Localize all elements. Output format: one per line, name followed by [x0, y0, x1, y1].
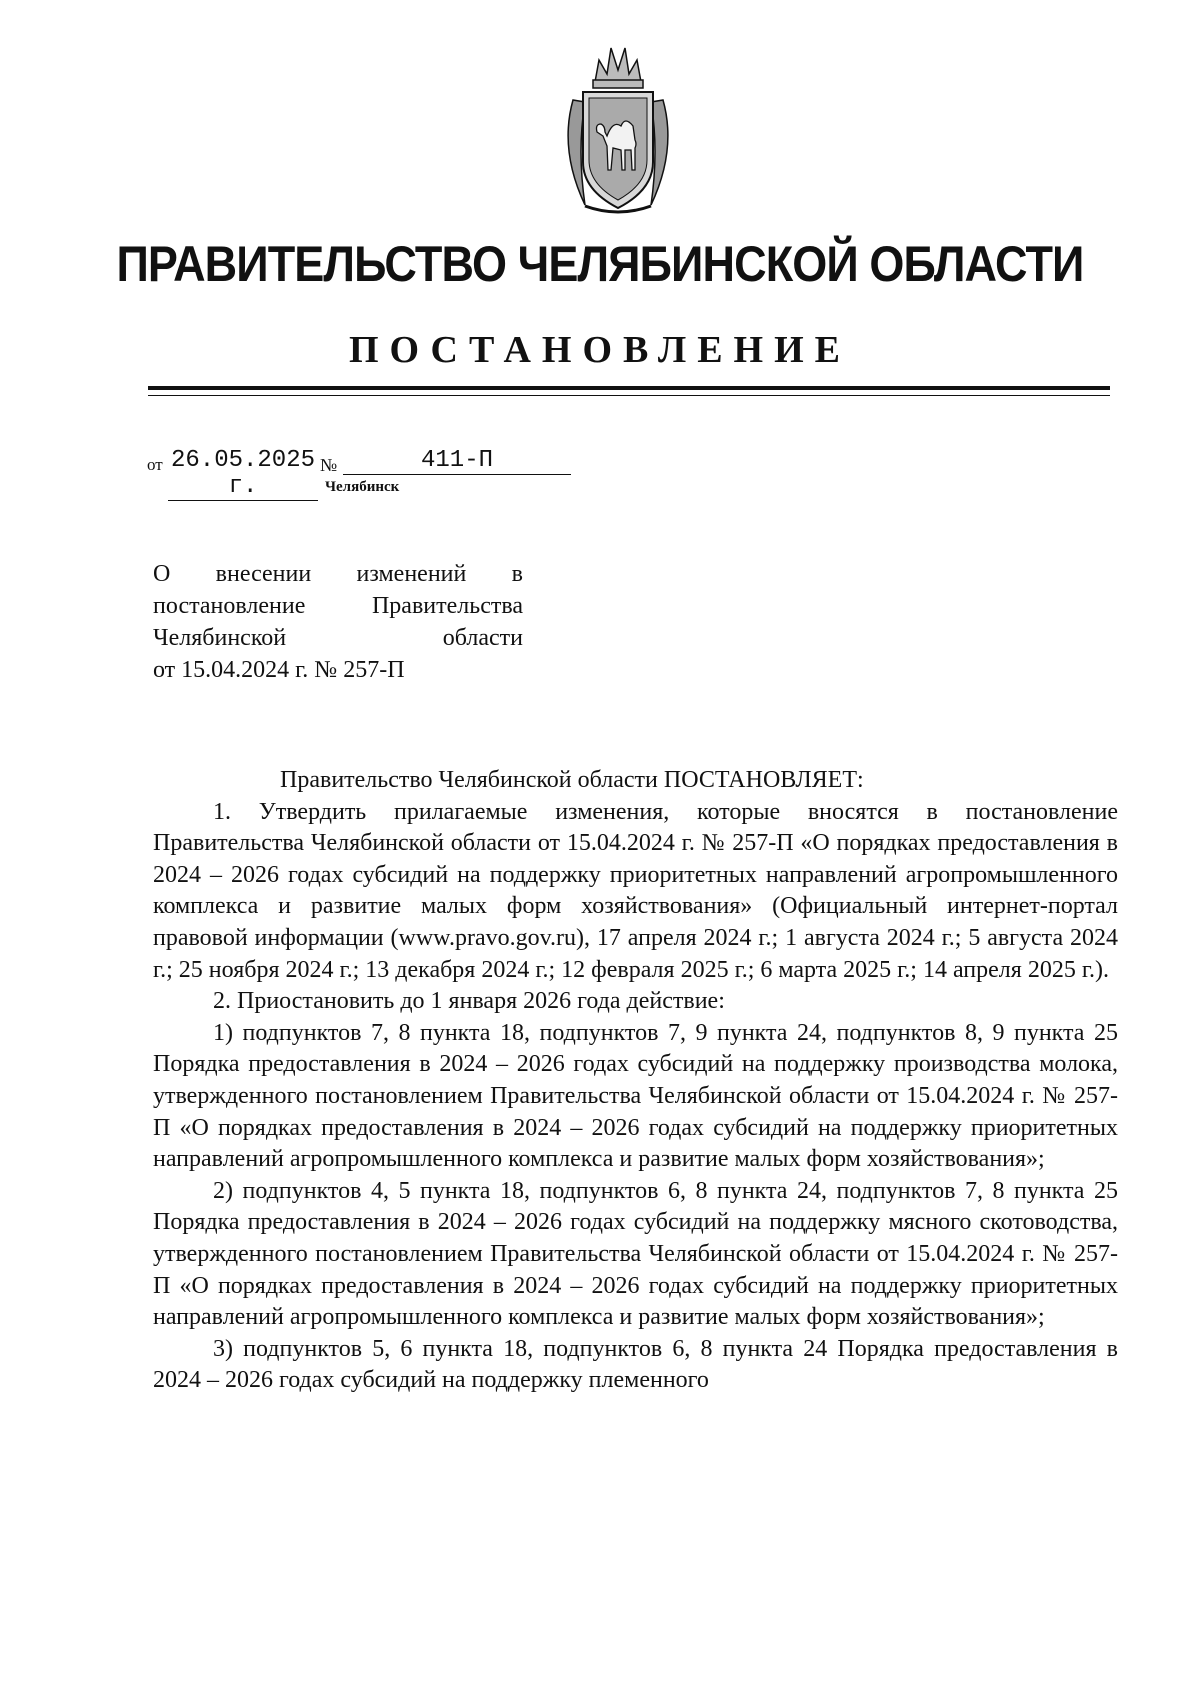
government-title: ПРАВИТЕЛЬСТВО ЧЕЛЯБИНСКОЙ ОБЛАСТИ [116, 236, 1084, 292]
date-prefix: от [147, 455, 163, 474]
subparagraph-2-3: 3) подпунктов 5, 6 пункта 18, подпунктов 6, 8 пункта 24 Порядка предоставления в 2024 – 2026 годах субсидий на поддержку племенного [153, 1335, 1118, 1394]
subparagraph-2-2: 2) подпунктов 4, 5 пункта 18, подпунктов 6, 8 пункта 24, подпунктов 7, 8 пункта 25 Порядка предоставления в 2024 – 2026 годах субсидий на поддержку мясного скотоводства, утвержденного постановлением Правительства Челябинской области от 15.04.2024 г. № 257-П «О порядках предоставления в 2024 – 2026 годах субсидий на поддержку приоритетных направлений агропромышленного комплекса и развитие малых форм хозяйствования»; [153, 1177, 1118, 1331]
document-type: ПОСТАНОВЛЕНИЕ [348, 329, 852, 371]
preamble: Правительство Челябинской области ПОСТАНОВЛЯЕТ: [280, 767, 864, 793]
document-subject [153, 558, 523, 686]
subparagraph-2-1: 1) подпунктов 7, 8 пункта 18, подпунктов 7, 9 пункта 24, подпунктов 8, 9 пункта 25 Порядка предоставления в 2024 – 2026 годах субсидий на поддержку производства молока, утвержденного постановлением Правительства Челябинской области от 15.04.2024 г. № 257-П «О порядках предоставления в 2024 – 2026 годах субсидий на поддержку приоритетных направлений агропромышленного комплекса и развитие малых форм хозяйствования»; [153, 1019, 1118, 1173]
document-body [153, 765, 1118, 1397]
document-number: 411-П [343, 448, 571, 475]
subject-line: О внесении изменений в [153, 561, 523, 587]
header-divider-thin [148, 395, 1110, 396]
paragraph-1: 1. Утвердить прилагаемые изменения, которые вносятся в постановление Правительства Челябинской области от 15.04.2024 г. № 257-П «О порядках предоставления в 2024 – 2026 годах субсидий на поддержку приоритетных направлений агропромышленного комплекса и развитие малых форм хозяйствования» (Официальный интернет-портал правовой информации (www.pravo.gov.ru), 17 апреля 2024 г.; 1 августа 2024 г.; 5 августа 2024 г.; 25 ноября 2024 г.; 13 декабря 2024 г.; 12 февраля 2025 г.; 6 марта 2025 г.; 14 апреля 2025 г.). [153, 798, 1118, 983]
subject-line: Челябинской области [153, 625, 523, 651]
city-name: Челябинск [325, 479, 400, 495]
coat-of-arms-icon [555, 40, 681, 220]
subject-line: постановление Правительства [153, 593, 523, 619]
number-prefix: № [320, 455, 338, 475]
paragraph-2: 2. Приостановить до 1 января 2026 года действие: [213, 988, 725, 1015]
subject-line: от 15.04.2024 г. № 257-П [153, 657, 405, 683]
document-date: 26.05.2025 г. [168, 448, 318, 501]
header-divider-thick [148, 386, 1110, 390]
